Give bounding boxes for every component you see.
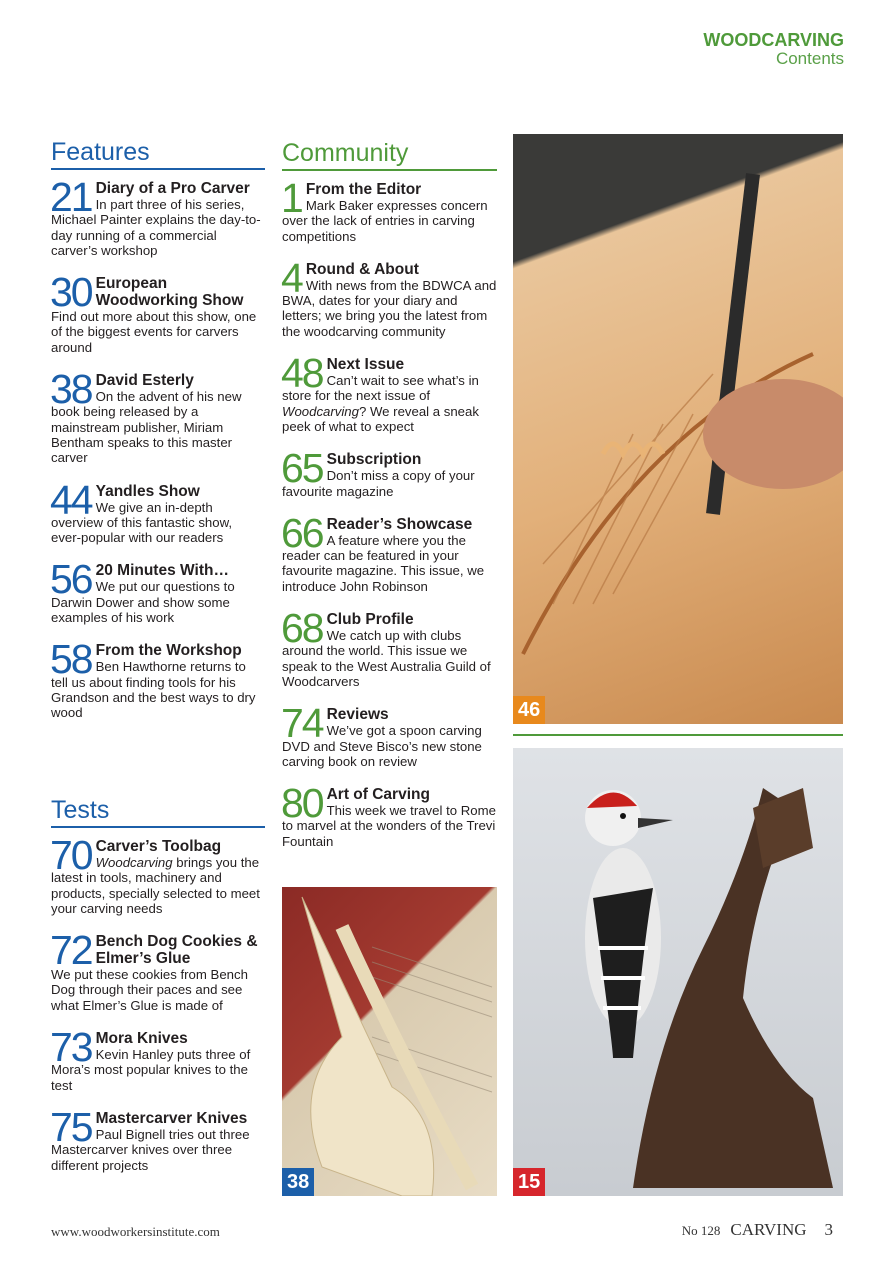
features-heading: Features — [51, 137, 265, 170]
contents-entry[interactable] — [281, 445, 497, 499]
contents-entry[interactable] — [50, 1024, 265, 1093]
contents-entry[interactable] — [281, 175, 497, 244]
entry-description — [51, 309, 256, 355]
page-number: 3 — [824, 1220, 833, 1239]
entry-description — [282, 198, 488, 244]
page-badge-15: 15 — [513, 1168, 545, 1196]
contents-entry[interactable] — [50, 366, 265, 466]
footer-logo: CARVING — [730, 1220, 807, 1239]
community-heading: Community — [282, 138, 497, 171]
features-column — [51, 137, 265, 738]
website-url[interactable]: www.woodworkersinstitute.com — [51, 1224, 220, 1239]
divider — [513, 734, 843, 736]
entry-title: Art of Carving — [326, 786, 430, 804]
entry-description-text: In part three of his series, Michael Painter explains the day-to-day running of a commercial carver’s workshop — [51, 197, 261, 258]
entry-description-text: On the advent of his new book being released by a mainstream publisher, Miriam Bentham speaks to this master carver — [51, 389, 242, 466]
entry-title: Mora Knives — [95, 1030, 188, 1048]
entry-description-text: Don’t miss a copy of your favourite magazine — [282, 468, 475, 499]
entry-page-number: 58 — [50, 636, 92, 683]
entry-page-number: 80 — [281, 780, 323, 827]
page-badge-46: 46 — [513, 696, 545, 724]
entry-title: Bench Dog Cookies & Elmer’s Glue — [95, 933, 258, 968]
features-list — [50, 174, 265, 721]
entry-title: Reviews — [326, 706, 389, 724]
entry-title: Next Issue — [326, 356, 405, 374]
issue-number: No 128 — [681, 1223, 721, 1238]
tests-column — [51, 795, 265, 1190]
entry-title: From the Workshop — [95, 642, 242, 660]
contents-entry[interactable] — [50, 832, 265, 916]
entry-page-number: 56 — [50, 556, 92, 603]
entry-title: Mastercarver Knives — [95, 1109, 248, 1127]
page-badge-38: 38 — [282, 1168, 314, 1196]
woodpecker-illustration — [513, 748, 843, 1196]
entry-description-text: We put these cookies from Bench Dog through their paces and see what Elmer’s Glue is made of — [51, 967, 248, 1013]
entry-description-text: A feature where you the reader can be featured in your favourite magazine. This issue, we introduce John Robinson — [282, 532, 485, 594]
entry-page-number: 66 — [281, 509, 323, 556]
entry-description-text: With news from the BDWCA and BWA, dates for your diary and letters; we bring you the latest from the woodcarving community — [282, 277, 497, 339]
entry-page-number: 48 — [281, 350, 323, 397]
entry-page-number: 74 — [281, 700, 323, 747]
entry-page-number: 72 — [50, 927, 92, 974]
entry-description — [282, 278, 496, 339]
community-column — [282, 138, 497, 866]
feather-carving-photo — [513, 134, 843, 724]
entry-page-number: 44 — [50, 476, 92, 523]
entry-page-number: 4 — [281, 254, 302, 301]
contents-entry[interactable] — [50, 269, 265, 355]
contents-entry[interactable] — [50, 556, 265, 626]
entry-description-text: This week we travel to Rome to marvel at the wonders of the Trevi Fountain — [282, 803, 496, 849]
entry-description — [51, 967, 248, 1013]
entry-description-text: Mark Baker expresses concern over the lack of entries in carving competitions — [282, 198, 488, 244]
contents-entry[interactable] — [50, 174, 265, 258]
violin-carving-photo — [282, 887, 497, 1196]
entry-title: Carver’s Toolbag — [95, 838, 222, 855]
community-list — [281, 175, 497, 849]
entry-description-text: Find out more about this show, one of the biggest events for carvers around — [51, 309, 257, 355]
entry-page-number: 1 — [281, 175, 302, 221]
entry-page-number: 38 — [50, 366, 92, 413]
entry-title: Round & About — [305, 260, 419, 278]
contents-entry[interactable] — [50, 1103, 265, 1173]
entry-title: Diary of a Pro Carver — [95, 180, 250, 197]
entry-description-text: We catch up with clubs around the world. This issue we speak to the West Australia Guild of Woodcarvers — [282, 628, 491, 689]
entry-description-text: brings you the latest in tools, machinery and products, specially selected to meet your carving needs — [51, 855, 260, 916]
entry-description-emphasis: Woodcarving — [95, 855, 173, 870]
tests-heading: Tests — [51, 795, 265, 828]
entry-description-text: Ben Hawthorne returns to tell us about finding tools for his Grandson and the best ways to dry wood — [51, 659, 256, 721]
entry-page-number: 21 — [50, 174, 92, 220]
entry-title: Club Profile — [326, 611, 414, 629]
entry-page-number: 75 — [50, 1103, 92, 1150]
entry-title: Reader’s Showcase — [326, 515, 473, 533]
contents-entry[interactable] — [50, 636, 265, 721]
violin-illustration — [282, 887, 497, 1196]
entry-title: Subscription — [326, 451, 422, 469]
page-header — [703, 30, 844, 68]
entry-description-emphasis: Woodcarving — [282, 403, 359, 419]
contents-entry[interactable] — [50, 927, 265, 1013]
entry-description-text: Kevin Hanley puts three of Mora’s most popular knives to the test — [51, 1047, 251, 1093]
entry-title: From the Editor — [305, 181, 422, 198]
entry-title: Yandles Show — [95, 482, 200, 500]
contents-entry[interactable] — [50, 476, 265, 546]
tests-list — [50, 832, 265, 1173]
entry-page-number: 65 — [281, 445, 323, 492]
contents-entry[interactable] — [281, 254, 497, 339]
entry-title: 20 Minutes With… — [95, 562, 229, 580]
contents-entry[interactable] — [281, 700, 497, 769]
contents-entry[interactable] — [281, 509, 497, 594]
entry-title: David Esterly — [95, 372, 194, 390]
feather-carving-illustration — [513, 134, 843, 724]
entry-description-text: ? We reveal a sneak peek of what to expect — [282, 403, 479, 434]
section-name: Contents — [775, 49, 844, 68]
entry-description-text: We give an in-depth overview of this fantastic show, ever-popular with our readers — [51, 499, 233, 546]
page-footer — [676, 1220, 833, 1240]
entry-title: European Woodworking Show — [95, 275, 244, 310]
entry-description-text: Can’t wait to see what’s in store for the next issue of — [282, 373, 479, 404]
entry-description-text: We put our questions to Darwin Dower and show some examples of his work — [51, 579, 235, 626]
contents-entry[interactable] — [281, 780, 497, 849]
entry-description-text: We’ve got a spoon carving DVD and Steve Bisco’s new stone carving book on review — [282, 723, 482, 769]
entry-page-number: 70 — [50, 832, 92, 878]
entry-page-number: 68 — [281, 605, 323, 652]
entry-page-number: 73 — [50, 1024, 92, 1071]
contents-entry[interactable] — [281, 605, 497, 689]
entry-description-text: Paul Bignell tries out three Mastercarver knives over three different projects — [51, 1126, 250, 1173]
entry-page-number: 30 — [50, 269, 92, 316]
magazine-name: WOODCARVING — [703, 30, 844, 50]
woodpecker-carving-photo — [513, 748, 843, 1196]
contents-entry[interactable] — [281, 350, 497, 434]
